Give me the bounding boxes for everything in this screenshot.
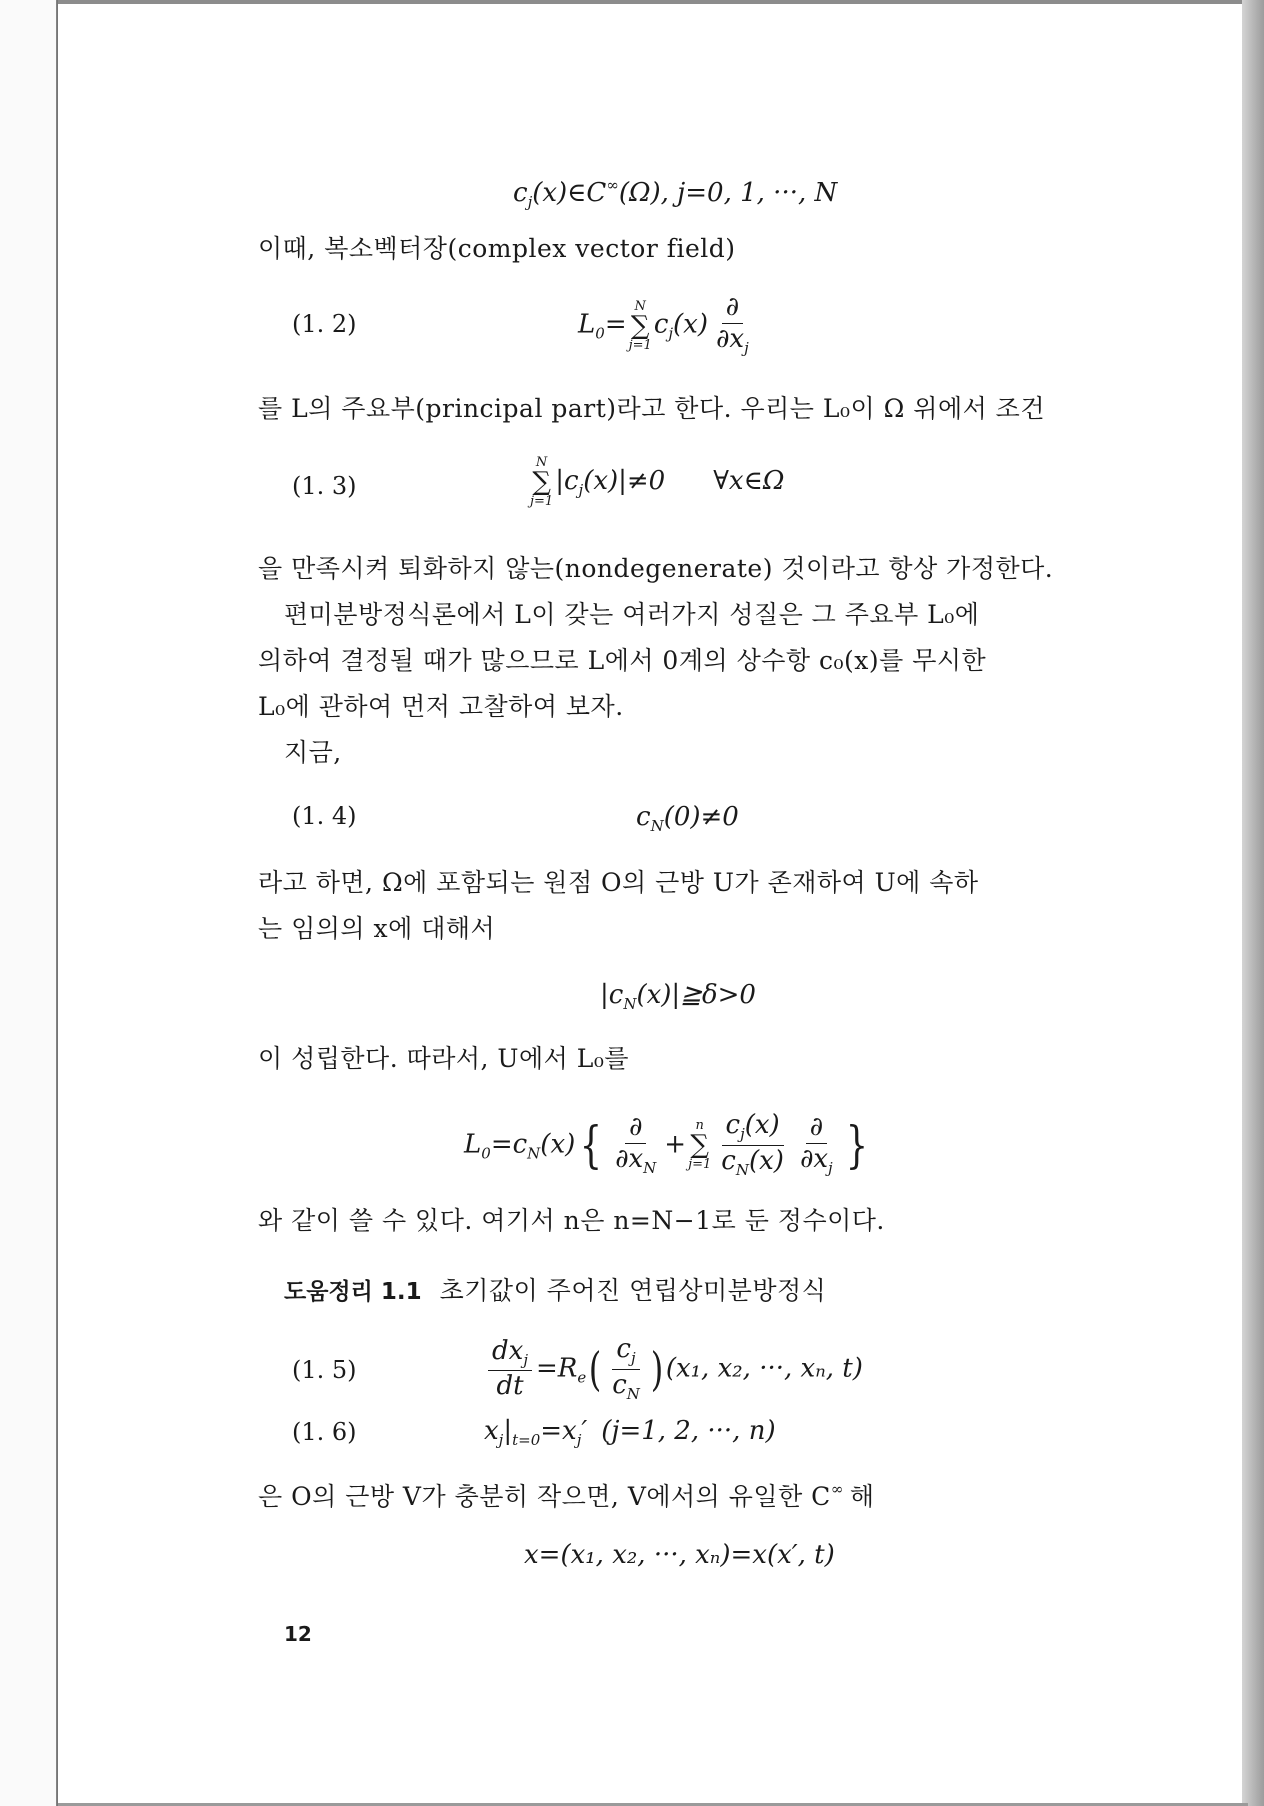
equation-lower-bound: $|c_N(x)|≧\delta>0$ xyxy=(600,980,756,1013)
paragraph-line: 은 O의 근방 V가 충분히 작으면, V에서의 유일한 C∞ 해 xyxy=(258,1480,875,1511)
partial-derivative-fraction: $\frac{\partial}{\partial x_j}$ xyxy=(715,292,749,358)
paragraph-line: 는 임의의 x에 대해서 xyxy=(258,914,496,943)
coefficient-ratio-fraction: $\frac{c_j(x)}{c_N(x)}$ xyxy=(721,1110,784,1179)
left-brace: { xyxy=(580,1116,603,1175)
paragraph-line: 와 같이 쓸 수 있다. 여기서 n은 n=N−1로 둔 정수이다. xyxy=(258,1206,885,1235)
summation-sign: N ∑ j=1 xyxy=(530,455,554,509)
equation-number: (1. 5) xyxy=(292,1356,357,1384)
equation-1-3: N ∑ j=1 $|c_j(x)|\ne 0$ ∀x∈Ω xyxy=(530,455,785,509)
paragraph-line: 를 L의 주요부(principal part)라고 한다. 우리는 L₀이 Ω 위에서 조건 xyxy=(258,394,1045,423)
partial-derivative-fraction: $\frac{\partial}{\partial x_j}$ xyxy=(799,1111,833,1178)
summation-sign: N ∑ j=1 xyxy=(628,298,652,353)
paragraph-line: 지금, xyxy=(284,738,342,767)
coefficient-ratio-fraction: $\frac{c_j}{c_N}$ xyxy=(612,1334,640,1403)
equation-solution: x=(x₁, x₂, ···, xₙ)=x(x′, t) xyxy=(524,1540,835,1570)
lemma-heading xyxy=(284,1278,826,1304)
equation-l0-normalized: $L_0=c_N(x)${ $\frac{\partial}{\partial x_N}$ + n ∑ j=1 $\frac{c_j(x)}{c_N(x)}$ $\frac{\partial}{\partial x_j}$ } xyxy=(464,1110,868,1179)
time-derivative-fraction: $\frac{dx_j}{dt}$ xyxy=(488,1338,532,1401)
summation-sign: n ∑ j=1 xyxy=(688,1118,712,1173)
paragraph-line: 이때, 복소벡터장(complex vector field) xyxy=(258,234,736,263)
paragraph-line: 의하여 결정될 때가 많으므로 L에서 0계의 상수항 c₀(x)를 무시한 xyxy=(258,646,987,675)
page-number: 12 xyxy=(284,1622,312,1646)
equation-number: (1. 6) xyxy=(292,1418,357,1446)
equation-number: (1. 2) xyxy=(292,310,357,338)
equation-number: (1. 4) xyxy=(292,802,357,830)
equation-number: (1. 3) xyxy=(292,472,357,500)
lemma-text: 초기값이 주어진 연립상미분방정식 xyxy=(439,1276,827,1305)
equation-1-6: $x_j|_{t=0}=x_j'$ (j=1, 2, ···, n) xyxy=(484,1416,776,1449)
equation-1-4: $c_N(0)\ne 0$ xyxy=(636,802,739,835)
partial-derivative-fraction: $\frac{\partial}{\partial x_N}$ xyxy=(615,1111,657,1178)
equation-1-5: $\frac{dx_j}{dt}$ $=R_e$( $\frac{c_j}{c_N}$ ) (x₁, x₂, ···, xₙ, t) xyxy=(484,1336,863,1403)
paragraph-line: 편미분방정식론에서 L이 갖는 여러가지 성질은 그 주요부 L₀에 xyxy=(284,600,980,629)
equation-1-2: $L_0=$ N ∑ j=1 $c_j(x)$ $\frac{\partial}{\partial x_j}$ xyxy=(578,294,757,357)
paragraph-line: 을 만족시켜 퇴화하지 않는(nondegenerate) 것이라고 항상 가정한다. xyxy=(258,554,1054,583)
left-paren: ( xyxy=(588,1342,602,1397)
right-paren: ) xyxy=(650,1342,664,1397)
right-brace: } xyxy=(845,1116,868,1175)
paragraph-line: 라고 하면, Ω에 포함되는 원점 O의 근방 U가 존재하여 U에 속하 xyxy=(258,868,979,897)
paragraph-line: L₀에 관하여 먼저 고찰하여 보자. xyxy=(258,692,624,721)
lemma-label: 도움정리 1.1 xyxy=(284,1279,422,1305)
paragraph-line: 이 성립한다. 따라서, U에서 L₀를 xyxy=(258,1044,630,1073)
equation-cj-smooth: $c_j(x)\in C^\infty(\Omega)$, j=0, 1, ···, N xyxy=(513,176,838,211)
